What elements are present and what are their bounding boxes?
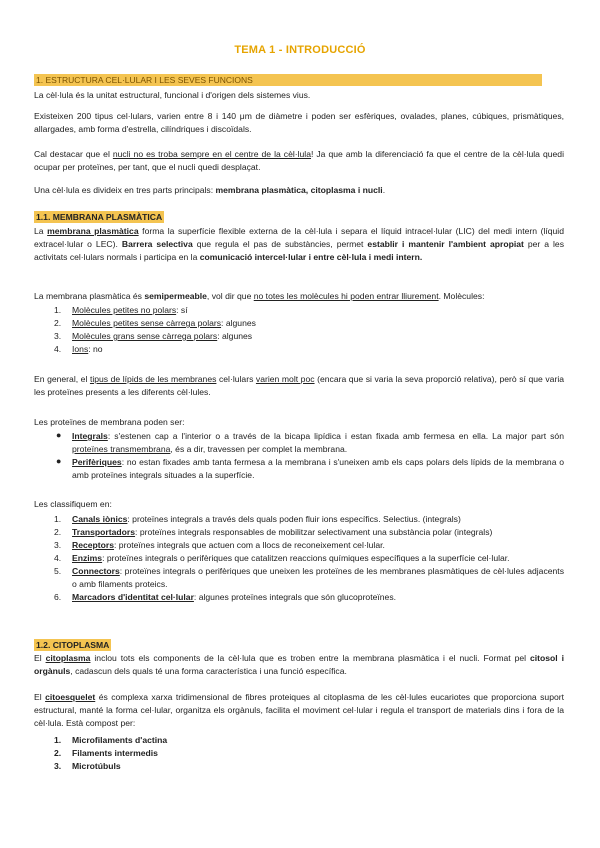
list-item: 1. Microfilaments d'actina [54,735,168,745]
list-item: 3. Molècules grans sense càrrega polars: algunes [54,331,253,341]
paragraph-nucleus-note: Cal destacar que el nucli no es troba sempre en el centre de la cèl·lula! Ja que amb la diferenciació fa que el centre de la cèl·lula quedi ocupar per proteïnes, per tant, que el nucli quedi desplaçat. [34,149,564,172]
protein-class-list [34,513,564,604]
molecule-list [34,304,564,356]
list-item: 1. Molècules petites no polars: sí [54,305,188,315]
list-item: ● Perifèriques: no estan fixades amb tanta fermesa a la membrana i s'uneixen amb els caps polars dels lípids de la membrana o amb proteïnes integrals situades a la superfície. [56,456,564,480]
protein-list [34,430,564,482]
list-item: 1. Canals iònics: proteïnes integrals a través dels quals poden fluir ions específics. Selectius. (integrals) [54,514,461,524]
paragraph-cell-types: Existeixen 200 tipus cel·lulars, varien entre 8 i 140 μm de diàmetre i poden ser esfèriques, ovalades, planes, cúbiques, prismàtiques, allargades, amb forma d'estrella, cilíndriques i discoïdals. [34,111,564,134]
cytoskeleton-component-list [34,734,564,773]
paragraph-cell-parts: Una cèl·lula es divideix en tres parts principals: membrana plasmàtica, citoplasma i nucli. [34,185,386,195]
highlight-nucleus: nucli no es troba sempre en el centre de la cèl·lula [112,149,311,159]
list-item: 2. Filaments intermedis [54,748,158,758]
paragraph-semipermeable: La membrana plasmàtica és semipermeable, vol dir que no totes les molècules hi poden entrar lliurement. Molècules: [34,291,485,301]
paragraph-classify: Les classifiquem en: [34,499,112,509]
paragraph-membrane-definition: La membrana plasmàtica forma la superfície flexible externa de la cèl·lula i separa el líquid intracel·lular (LIC) del medi intern (líquid extracel·lular o LEC). Barrera selectiva que regula el pas de substàncies, permet establir i mantenir l'ambient apropiat per a les activitats cel·lulars normals i participa en la comunicació intercel·lular i entre cèl·lula i medi intern. [34,226,564,262]
paragraph-cytoskeleton: El citoesquelet és complexa xarxa tridimensional de fibres proteiques al citoplasma de les cèl·lules eucariotes que proporciona suport estructural, manté la forma cel·lular, organitza els orgànuls, facilita el moviment cel·lular i regula el transport de materials dins i fora de la cèl·lula. Està compost per: [34,692,565,728]
list-item: 3. Microtúbuls [54,761,121,771]
paragraph-cytoplasm: El citoplasma inclou tots els components de la cèl·lula que es troben entre la membrana plasmàtica i el nucli. Format pel citosol i orgànuls, cadascun dels quals té una forma característica i una funció específica. [34,653,564,676]
paragraph-protein-types: Les proteïnes de membrana poden ser: [34,417,185,427]
list-item: 2. Molècules petites sense càrrega polars: algunes [54,318,256,328]
paragraph-lipids: En general, el tipus de lípids de les membranes cel·lulars varien molt poc (encara que si varia la seva proporció relativa), però sí que varia les proteïnes presents a les diferents cèl·lules. [34,374,565,397]
list-item: 6. Marcadors d'identitat cel·lular: algunes proteïnes integrals que són glucoproteïnes. [54,592,397,602]
subsection-heading-membrane: 1.1. MEMBRANA PLASMÀTICA [36,212,163,222]
page-title: TEMA 1 - INTRODUCCIÓ [234,44,366,56]
list-item: 2. Transportadors: proteïnes integrals responsables de mobilitzar selectivament una substància polar (integrals) [54,527,493,537]
list-item: 5. Connectors: proteïnes integrals o perifèriques que uneixen les proteïnes de les membranes plasmàtiques de cèl·lules adjacents o amb filaments proteics. [54,566,564,589]
list-item: 4. Enzims: proteïnes integrals o perifèriques que catalitzen reaccions químiques específiques a la superfície cel·lular. [54,553,510,563]
list-item: 4. Ions: no [54,344,103,354]
list-item: 3. Receptors: proteïnes integrals que actuen com a llocs de reconeixement cel·lular. [54,540,385,550]
list-item: ● Integrals: s'estenen cap a l'interior o a través de la bicapa lipídica i estan fixada amb fermesa en ella. La major part són proteïnes transmembrana, és a dir, travessen per complet la membrana. [56,430,564,454]
subsection-heading-cytoplasm: 1.2. CITOPLASMA [36,640,110,650]
paragraph-cell-definition: La cèl·lula és la unitat estructural, funcional i d'origen dels sistemes vius. [34,90,311,100]
section-heading-structure: 1. ESTRUCTURA CEL·LULAR I LES SEVES FUNCIONS [34,74,542,86]
